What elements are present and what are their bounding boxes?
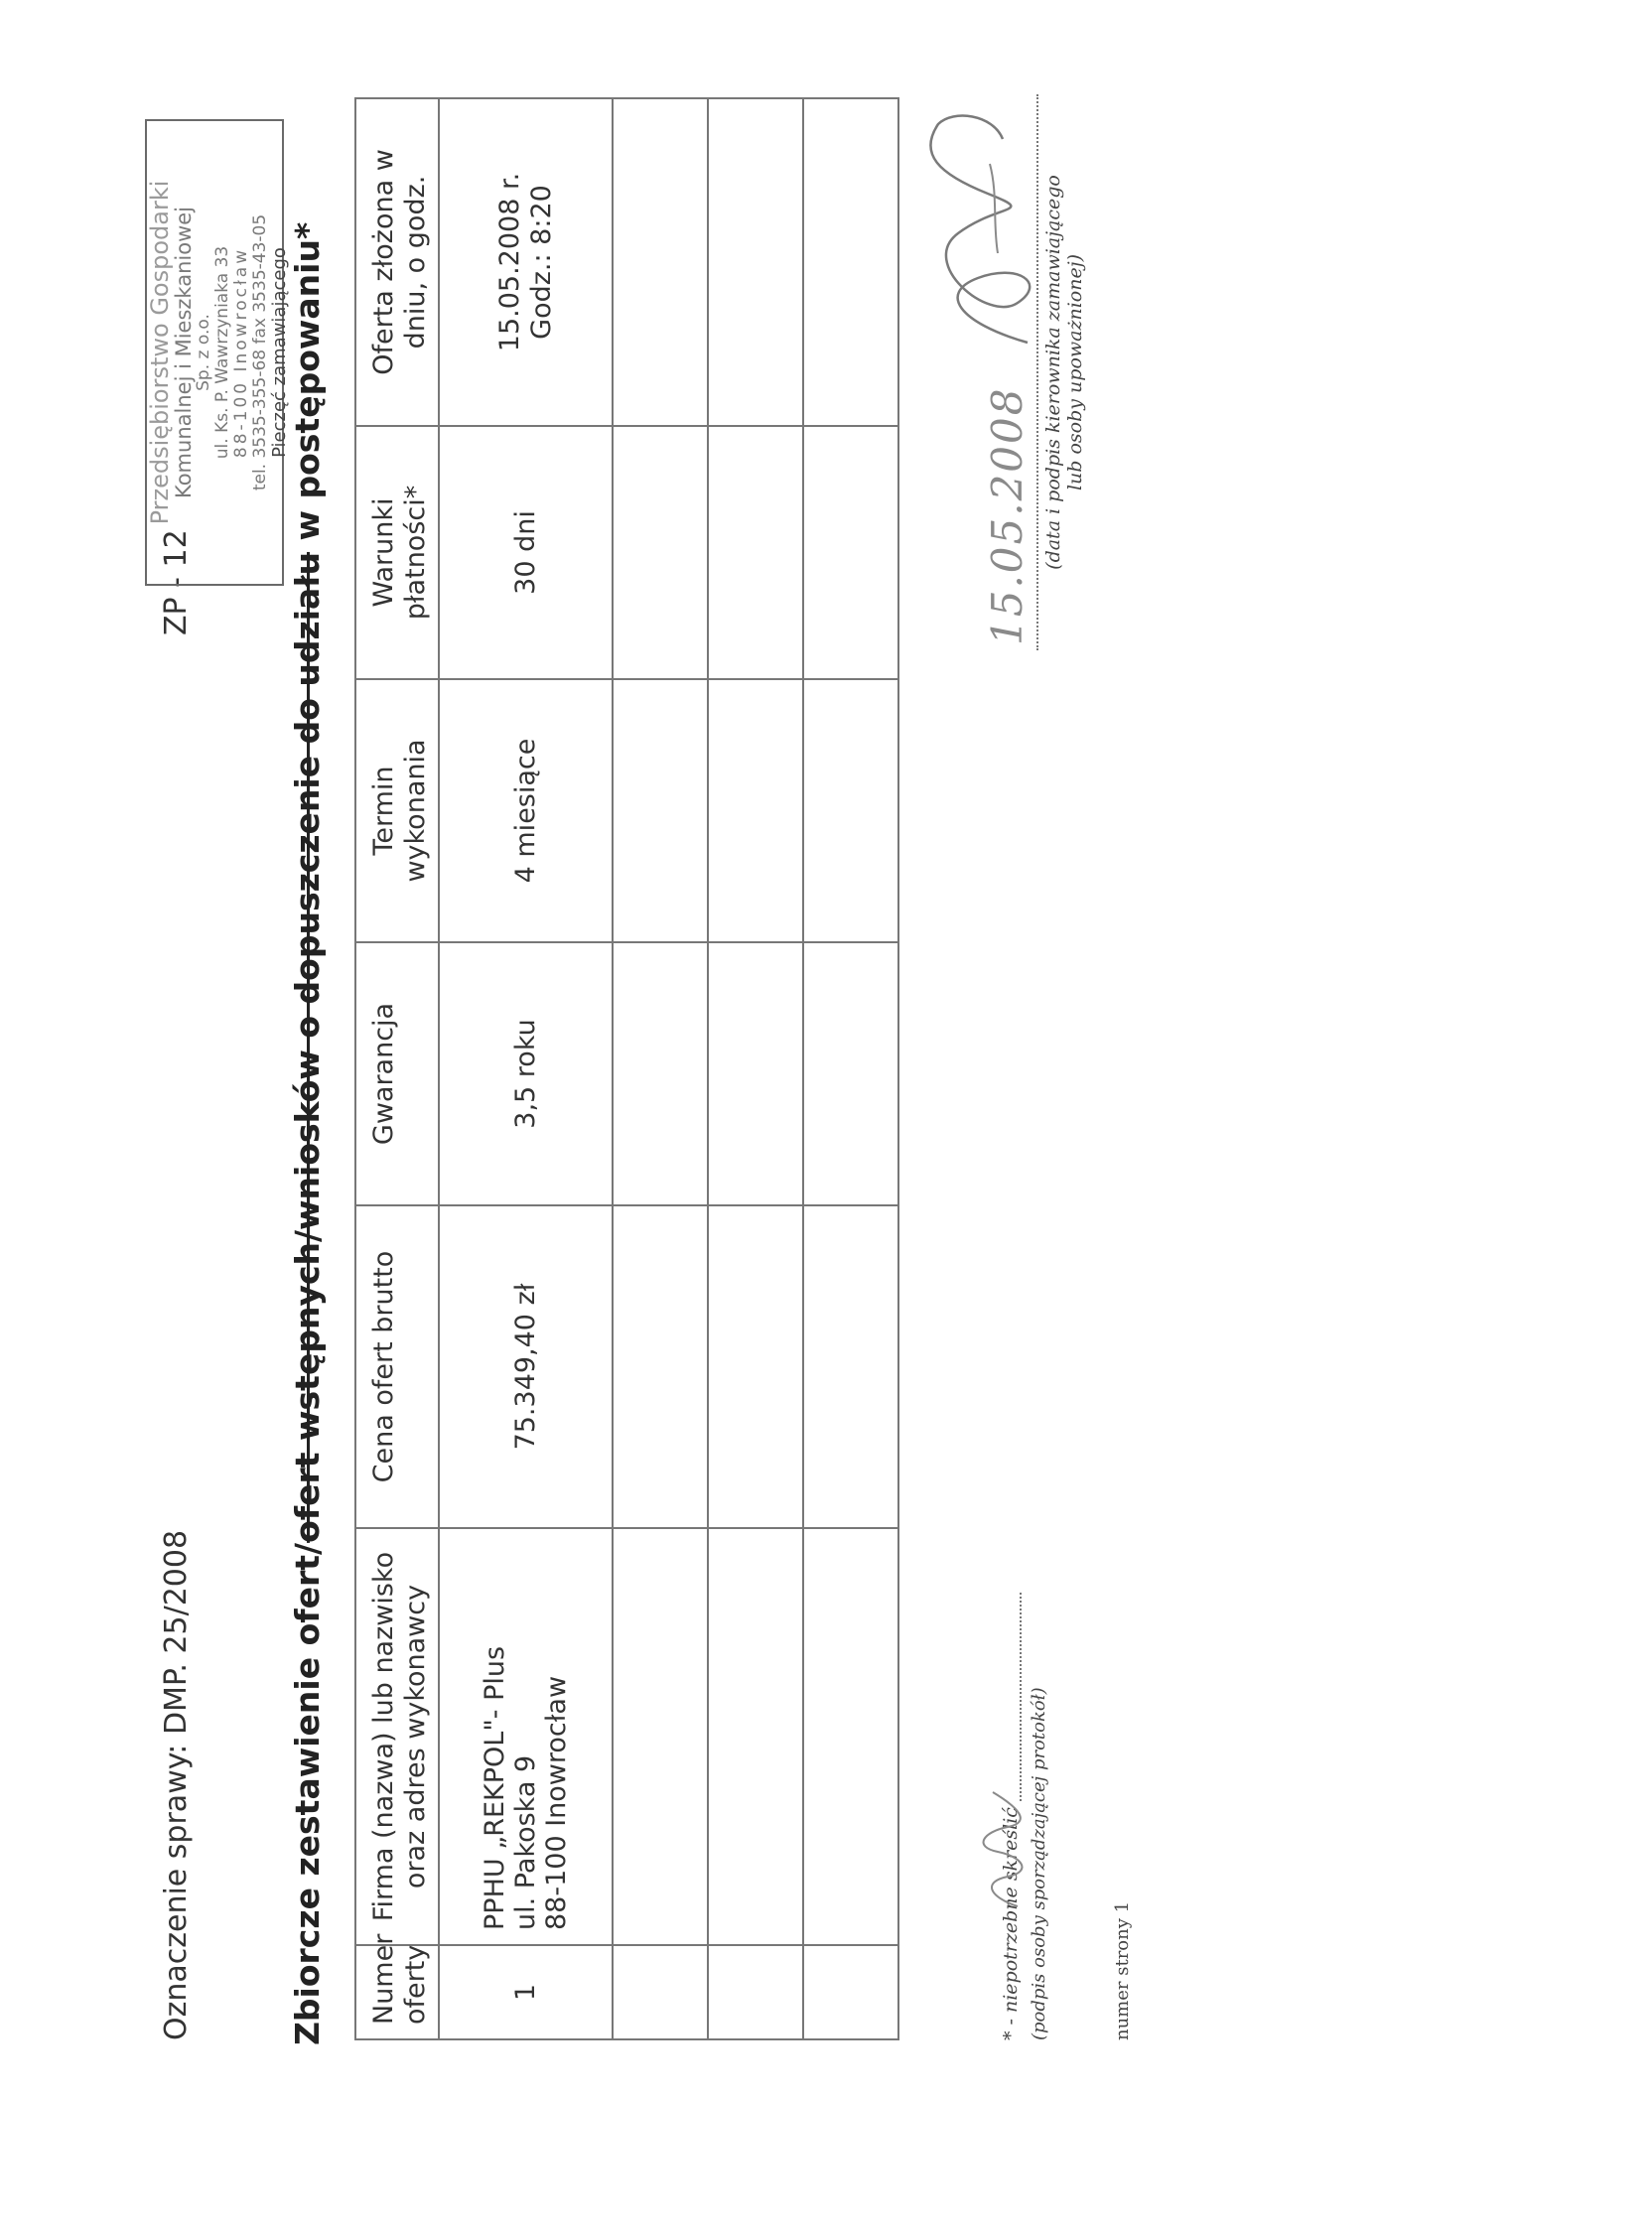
stamp-line-5: 88-100 Inowrocław xyxy=(231,246,251,459)
header-payment: Warunki płatności* xyxy=(355,426,439,679)
header-submitted: Oferta złożona w dniu, o godz. xyxy=(355,98,439,426)
empty-cell xyxy=(613,1945,708,2039)
empty-cell xyxy=(803,942,898,1205)
left-signature-scribble xyxy=(978,1782,1032,1911)
cell-firm xyxy=(439,1528,613,1945)
stamp-line-4: ul. Ks. P. Wawrzyniaka 33 xyxy=(212,245,232,460)
document-title xyxy=(288,222,327,2045)
cell-payment: 30 dni xyxy=(439,426,613,679)
table-header-row xyxy=(355,98,439,2039)
header-firm: Firma (nazwa) lub nazwisko oraz adres wykonawcy xyxy=(355,1528,439,1945)
cell-warranty: 3,5 roku xyxy=(439,942,613,1205)
cell-submitted xyxy=(439,98,613,426)
header-warranty: Gwarancja xyxy=(355,942,439,1205)
empty-cell xyxy=(803,426,898,679)
header-number: Numer oferty xyxy=(355,1945,439,2039)
cell-term: 4 miesiące xyxy=(439,679,613,942)
company-stamp xyxy=(145,119,290,586)
empty-cell xyxy=(613,1528,708,1945)
empty-cell xyxy=(803,98,898,426)
empty-cell xyxy=(708,679,803,942)
firm-street: ul. Pakoska 9 xyxy=(510,1754,541,1930)
stamp-line-6: tel. 3535-355-68 fax 3535-43-05 xyxy=(250,213,270,491)
table-row xyxy=(439,98,613,2039)
cell-number: 1 xyxy=(439,1945,613,2039)
table-row-empty xyxy=(708,98,803,2039)
title-struck-text: ofert wstępnych/wniosków o dopuszczenie do udziału xyxy=(288,551,327,1543)
title-lead: Zbiorcze zestawienie ofert/ xyxy=(288,1542,327,2045)
left-signature-caption: (podpis osoby sporządzającej protokół) xyxy=(1029,1687,1049,2040)
submitted-time: Godz.: 8:20 xyxy=(525,185,557,340)
empty-cell xyxy=(708,942,803,1205)
title-tail: w postępowaniu* xyxy=(288,221,327,552)
firm-name: PPHU „REKPOL"- Plus xyxy=(480,1645,510,1930)
stamp-line-1: Przedsiębiorstwo Gospodarki xyxy=(146,180,174,525)
offers-table xyxy=(354,97,899,2040)
case-reference: Oznaczenie sprawy: DMP. 25/2008 xyxy=(159,1529,194,2040)
empty-cell xyxy=(803,1205,898,1528)
right-signature-scribble xyxy=(898,104,1057,352)
footnote-text: * - niepotrzebne skreślić xyxy=(1000,1807,1022,2040)
handwritten-date: 15.05.2008 xyxy=(983,386,1032,645)
submitted-date: 15.05.2008 r. xyxy=(493,172,525,352)
empty-cell xyxy=(708,98,803,426)
right-caption-line-1: (data i podpis kierownika zamawiającego xyxy=(1042,175,1064,570)
cell-price: 75.349,40 zł xyxy=(439,1205,613,1528)
table-row-empty xyxy=(613,98,708,2039)
empty-cell xyxy=(613,679,708,942)
document-code: ZP - 12 xyxy=(159,529,194,635)
right-signature-caption xyxy=(1042,94,1086,650)
empty-cell xyxy=(708,1528,803,1945)
header-price: Cena ofert brutto xyxy=(355,1205,439,1528)
empty-cell xyxy=(613,426,708,679)
empty-cell xyxy=(803,1528,898,1945)
empty-cell xyxy=(708,426,803,679)
empty-cell xyxy=(613,942,708,1205)
stamp-line-3: Sp. z o.o. xyxy=(194,314,213,391)
stamp-line-2: Komunalnej i Mieszkaniowej xyxy=(172,206,196,499)
empty-cell xyxy=(613,1205,708,1528)
empty-cell xyxy=(803,679,898,942)
empty-cell xyxy=(708,1945,803,2039)
firm-city: 88-100 Inowrocław xyxy=(541,1675,572,1930)
table-row-empty xyxy=(803,98,898,2039)
signature-dotted-line xyxy=(1020,1593,1022,1801)
empty-cell xyxy=(708,1205,803,1528)
stamp-caption: Pieczęć zamawiającego xyxy=(269,247,290,458)
empty-cell xyxy=(803,1945,898,2039)
header-term: Termin wykonania xyxy=(355,679,439,942)
right-caption-line-2: lub osoby upoważnionej) xyxy=(1064,253,1086,491)
empty-cell xyxy=(613,98,708,426)
page-number: numer strony 1 xyxy=(1112,1900,1133,2040)
